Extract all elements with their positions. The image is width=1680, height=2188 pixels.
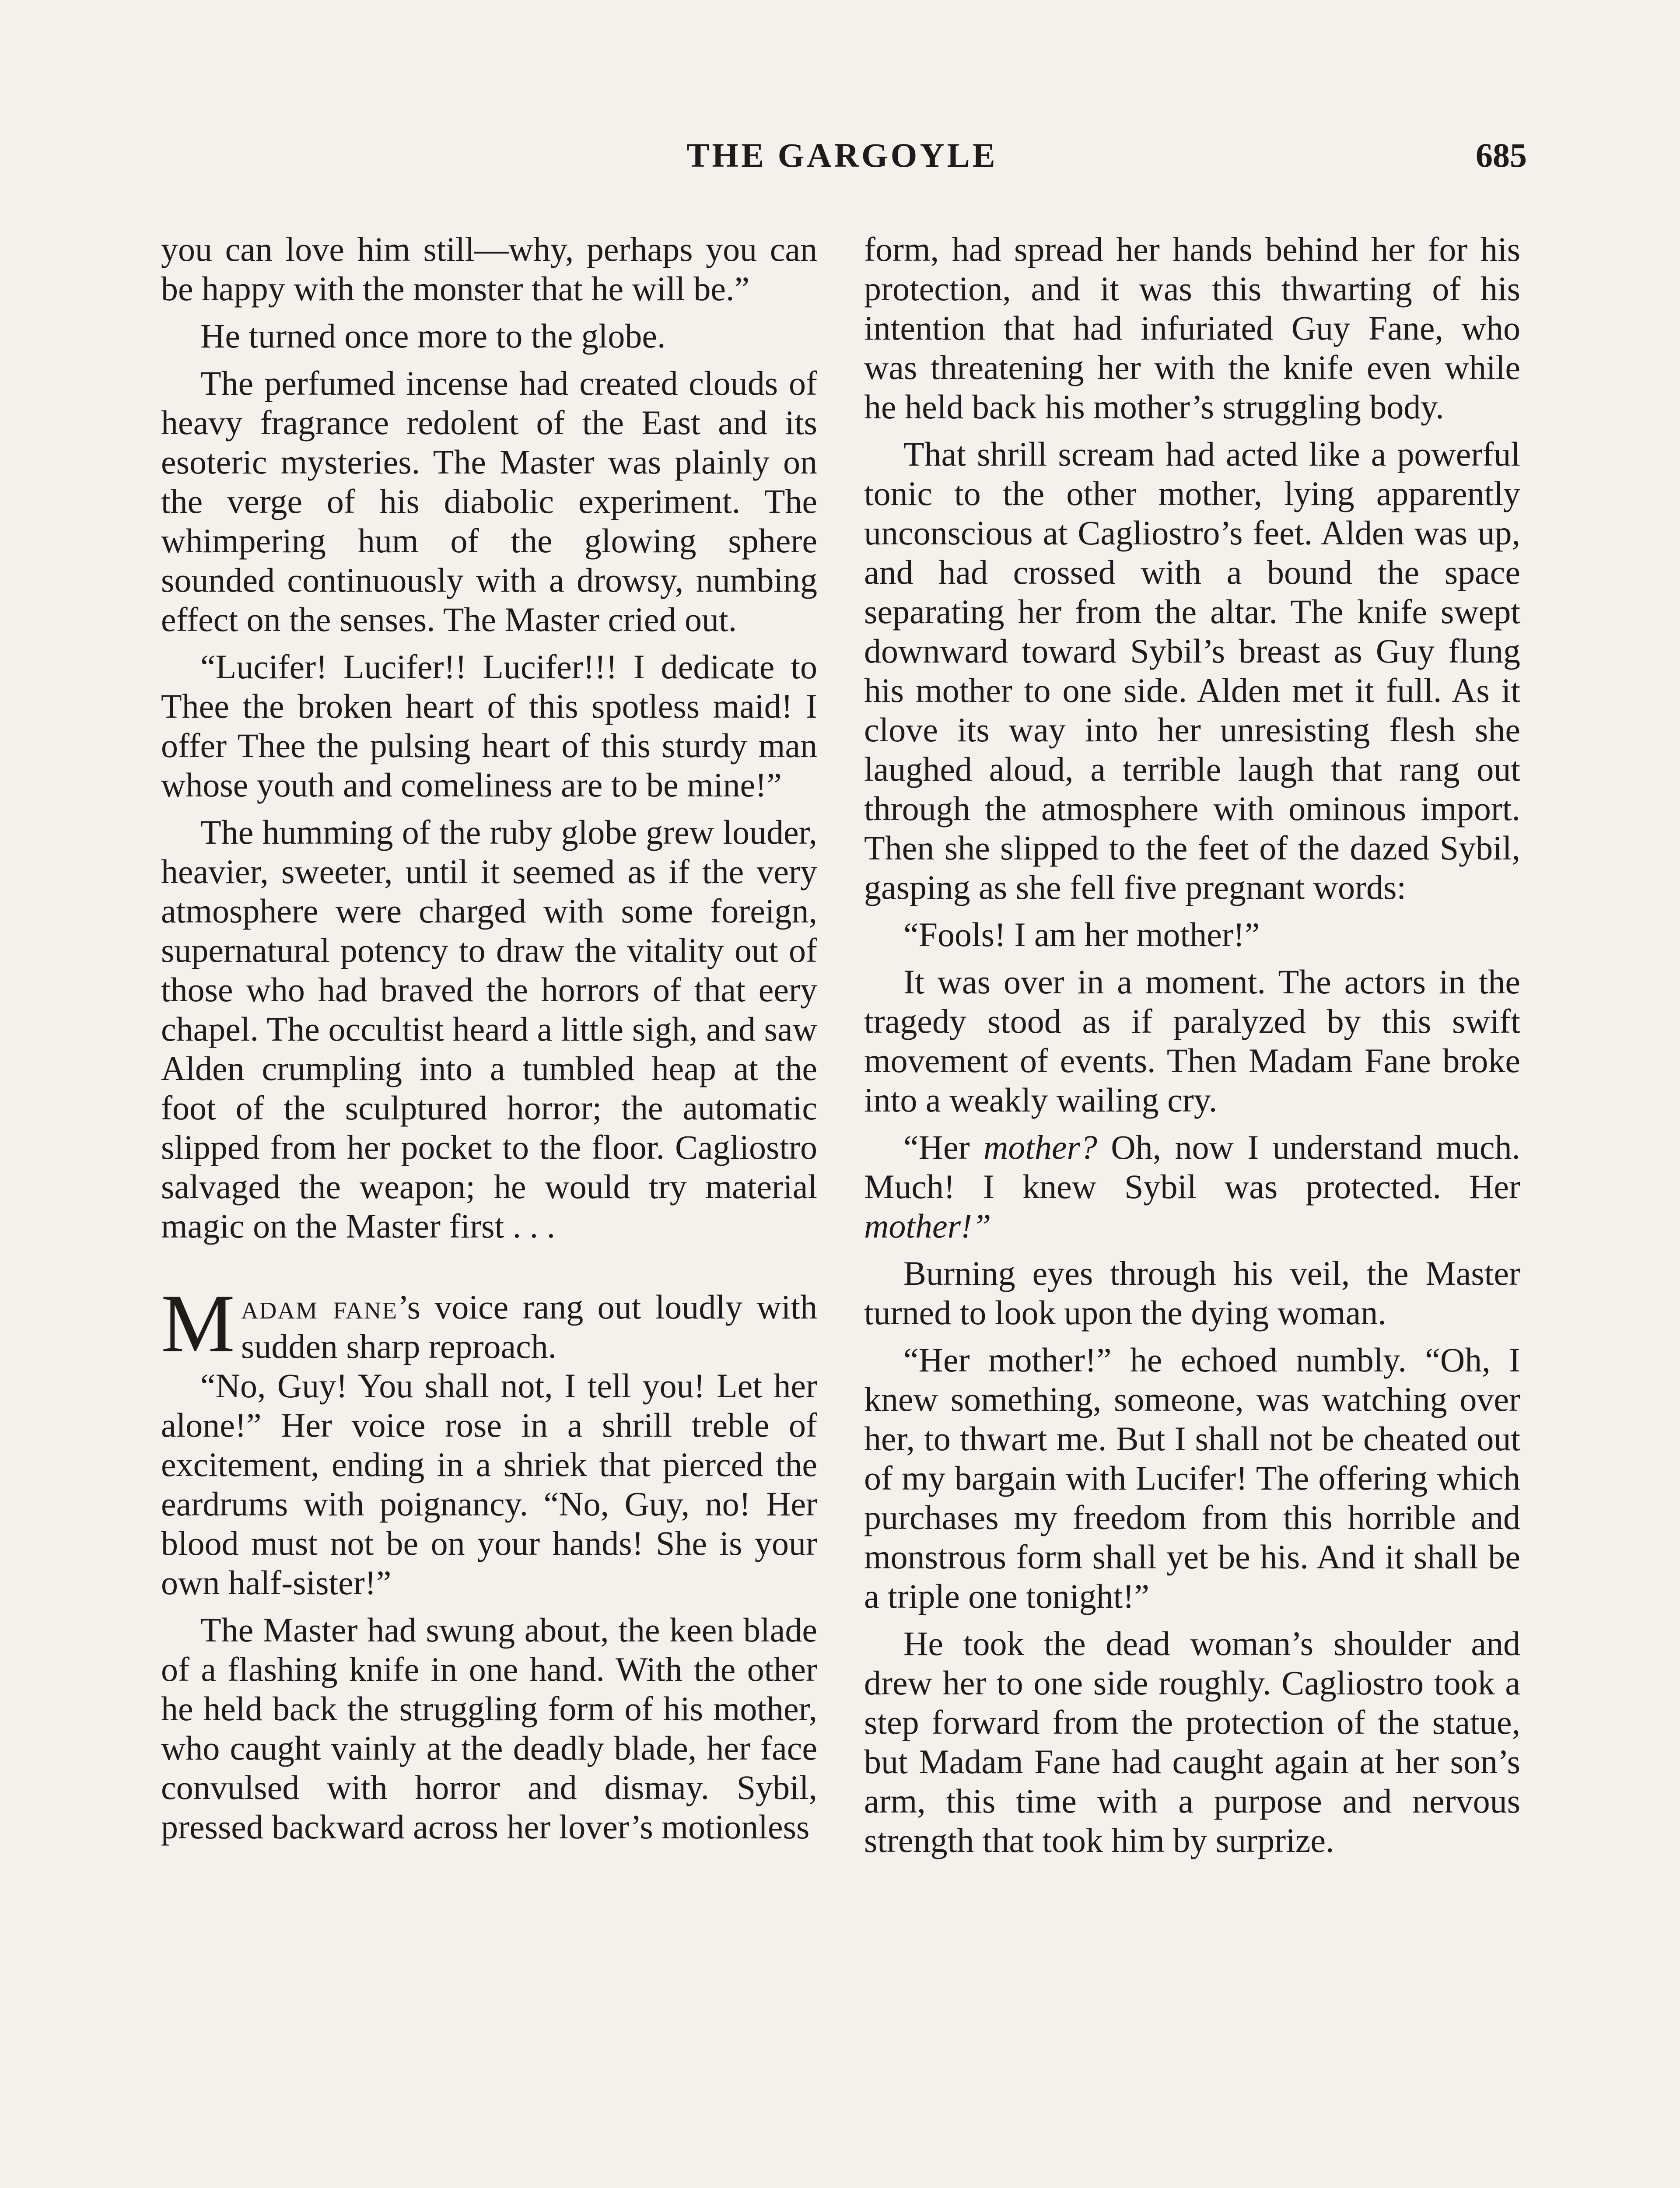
small-caps-lead: adam fane [241,1288,398,1326]
paragraph: The humming of the ruby globe grew louder, heavier, sweeter, until it seemed as if the very atmosphere were charged with some foreign, supernatural potency to draw the vitality out of those who had braved the horrors of that eery chapel. The occultist heard a little sigh, and saw Alden crumpling into a tumbled heap at the foot of the sculptured horror; the automatic slipped from her pocket to the floor. Cagliostro salvaged the weapon; he would try material magic on the Master first . . . [161,813,817,1245]
drop-cap: M [161,1278,235,1370]
paragraph: Burning eyes through his veil, the Master turned to look upon the dying woman. [864,1254,1520,1332]
right-column [864,230,1520,1868]
paragraph: “Fools! I am her mother!” [903,915,1260,954]
paragraph: “Lucifer! Lucifer!! Lucifer!!! I dedicate to Thee the broken heart of this spotless maid! I offer Thee the pulsing heart of this sturdy man whose youth and comeliness are to be mine!” [161,648,817,804]
paragraph: The Master had swung about, the keen blade of a flashing knife in one hand. With the other he held back the struggling form of his mother, who caught vainly at the deadly blade, her face convulsed with horror and dismay. Sybil, pressed backward across her lover’s motionless [161,1611,817,1846]
paragraph: you can love him still—why, perhaps you can be happy with the monster that he will be.” [161,230,817,308]
left-column [161,230,817,1855]
paragraph: The perfumed incense had created clouds of heavy fragrance redolent of the East and its esoteric mysteries. The Master was plainly on the verge of his diabolic experiment. The whimpering hum of the glowing sphere sounded continuously with a drowsy, numbing effect on the senses. The Master cried out. [161,364,817,638]
paragraph: He took the dead woman’s shoulder and drew her to one side roughly. Cagliostro took a step forward from the protection of the statue, but Madam Fane had caught again at her son’s arm, this time with a purpose and nervous strength that took him by surprize. [864,1624,1520,1859]
italic-text: mother!” [864,1207,991,1245]
paragraph: It was over in a moment. The actors in the tragedy stood as if paralyzed by this swift movement of events. Then Madam Fane broke into a weakly wailing cry. [864,963,1520,1119]
paragraph-text: “Her [903,1128,984,1166]
paragraph-text: ’s voice rang out loudly with sudden sharp reproach. [241,1288,818,1365]
paragraph: That shrill scream had acted like a powerful tonic to the other mother, lying apparently unconscious at Cagliostro’s feet. Alden was up, and had crossed with a bound the space separating her from the altar. The knife swept downward toward Sybil’s breast as Guy flung his mother to one side. Alden met it full. As it clove its way into her unresisting flesh she laughed aloud, a terrible laugh that rang out through the atmosphere with ominous import. Then she slipped to the feet of the dazed Sybil, gasping as she fell five pregnant words: [864,435,1520,906]
running-head [158,131,1527,179]
paragraph: form, had spread her hands behind her for his protection, and it was this thwarting of his intention that had infuriated Guy Fane, who was threatening her with the knife even while he held back his mother’s struggling body. [864,230,1520,426]
paragraph: He turned once more to the globe. [200,317,666,355]
paragraph-text: Oh, now I understand much. Much! I knew Sybil was protected. Her [864,1128,1520,1206]
running-title: THE GARGOYLE [686,136,998,174]
paragraph [864,1128,1520,1246]
page-number: 685 [1476,136,1527,174]
italic-text: mother? [983,1128,1097,1166]
section-opening-paragraph [161,1278,818,1370]
paragraph: “No, Guy! You shall not, I tell you! Let her alone!” Her voice rose in a shrill treble of excitement, ending in a shriek that pierced the eardrums with poignancy. “No, Guy, no! Her blood must not be on your hands! She is your own half-sister!” [161,1367,817,1602]
paragraph: “Her mother!” he echoed numbly. “Oh, I knew something, someone, was watching over her, to thwart me. But I shall not be cheated out of my bargain with Lucifer! The offering which purchases my freedom from this horrible and monstrous form shall yet be his. And it shall be a triple one tonight!” [864,1341,1520,1615]
